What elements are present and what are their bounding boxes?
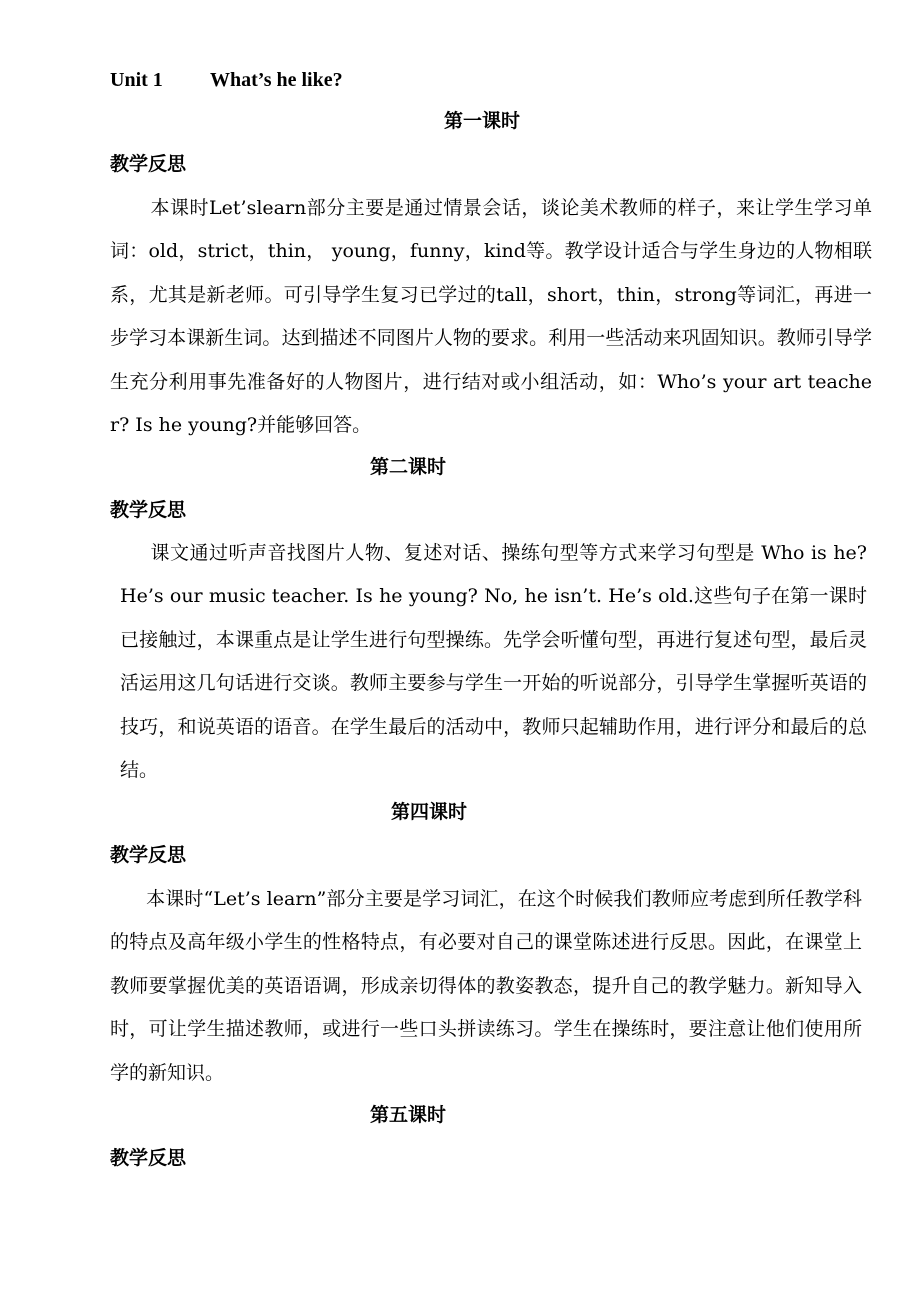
lesson-title-4: 第四课时 [391, 801, 468, 823]
reflection-heading-4: 教学反思 [110, 844, 187, 866]
unit-name: What’s he like? [210, 69, 343, 91]
unit-title [110, 66, 343, 94]
reflection-heading-2: 教学反思 [110, 499, 187, 521]
lesson-title-1: 第一课时 [444, 110, 521, 132]
reflection-paragraph-4 [110, 878, 862, 1095]
reflection-heading-1: 教学反思 [110, 153, 187, 175]
lesson-title-2: 第二课时 [370, 456, 447, 478]
reflection-text-4: 本课时“Let’s learn”部分主要是学习词汇，在这个时候我们教师应考虑到所任教学科的特点及高年级小学生的性格特点，有必要对自己的课堂陈述进行反思。因此，在课堂上教师要掌握优美的英语语调，形成亲切得体的教姿教态，提升自己的教学魅力。新知导入时，可让学生描述教师，或进行一些口头拼读练习。学生在操练时，要注意让他们使用所学的新知识。 [110, 888, 862, 1084]
reflection-paragraph-2 [120, 532, 867, 792]
reflection-heading-5: 教学反思 [110, 1147, 187, 1169]
reflection-paragraph-1 [110, 187, 872, 447]
reflection-text-2: 课文通过听声音找图片人物、复述对话、操练句型等方式来学习句型是 Who is he? He’s our music teacher. Is he young? No, he isn’t. He’s old.这些句子在第一课时已接触过，本课重点是让学生进行句型操练。先学会听懂句型，再进行复述句型，最后灵活运用这几句话进行交谈。教师主要参与学生一开始的听说部分，引导学生掌握听英语的技巧，和说英语的语音。在学生最后的活动中，教师只起辅助作用，进行评分和最后的总结。 [120, 542, 867, 782]
lesson-title-5: 第五课时 [370, 1104, 447, 1126]
reflection-text-1: 本课时Let’slearn部分主要是通过情景会话，谈论美术教师的样子，来让学生学习单词：old，strict，thin， young，funny，kind等。教学设计适合与学生身边的人物相联系，尤其是新老师。可引导学生复习已学过的tall，short，thin，strong等词汇，再进一步学习本课新生词。达到描述不同图片人物的要求。利用一些活动来巩固知识。教师引导学生充分利用事先准备好的人物图片，进行结对或小组活动，如：Who’s your art teacher? Is he young?并能够回答。 [110, 197, 872, 437]
unit-label: Unit 1 [110, 69, 163, 91]
